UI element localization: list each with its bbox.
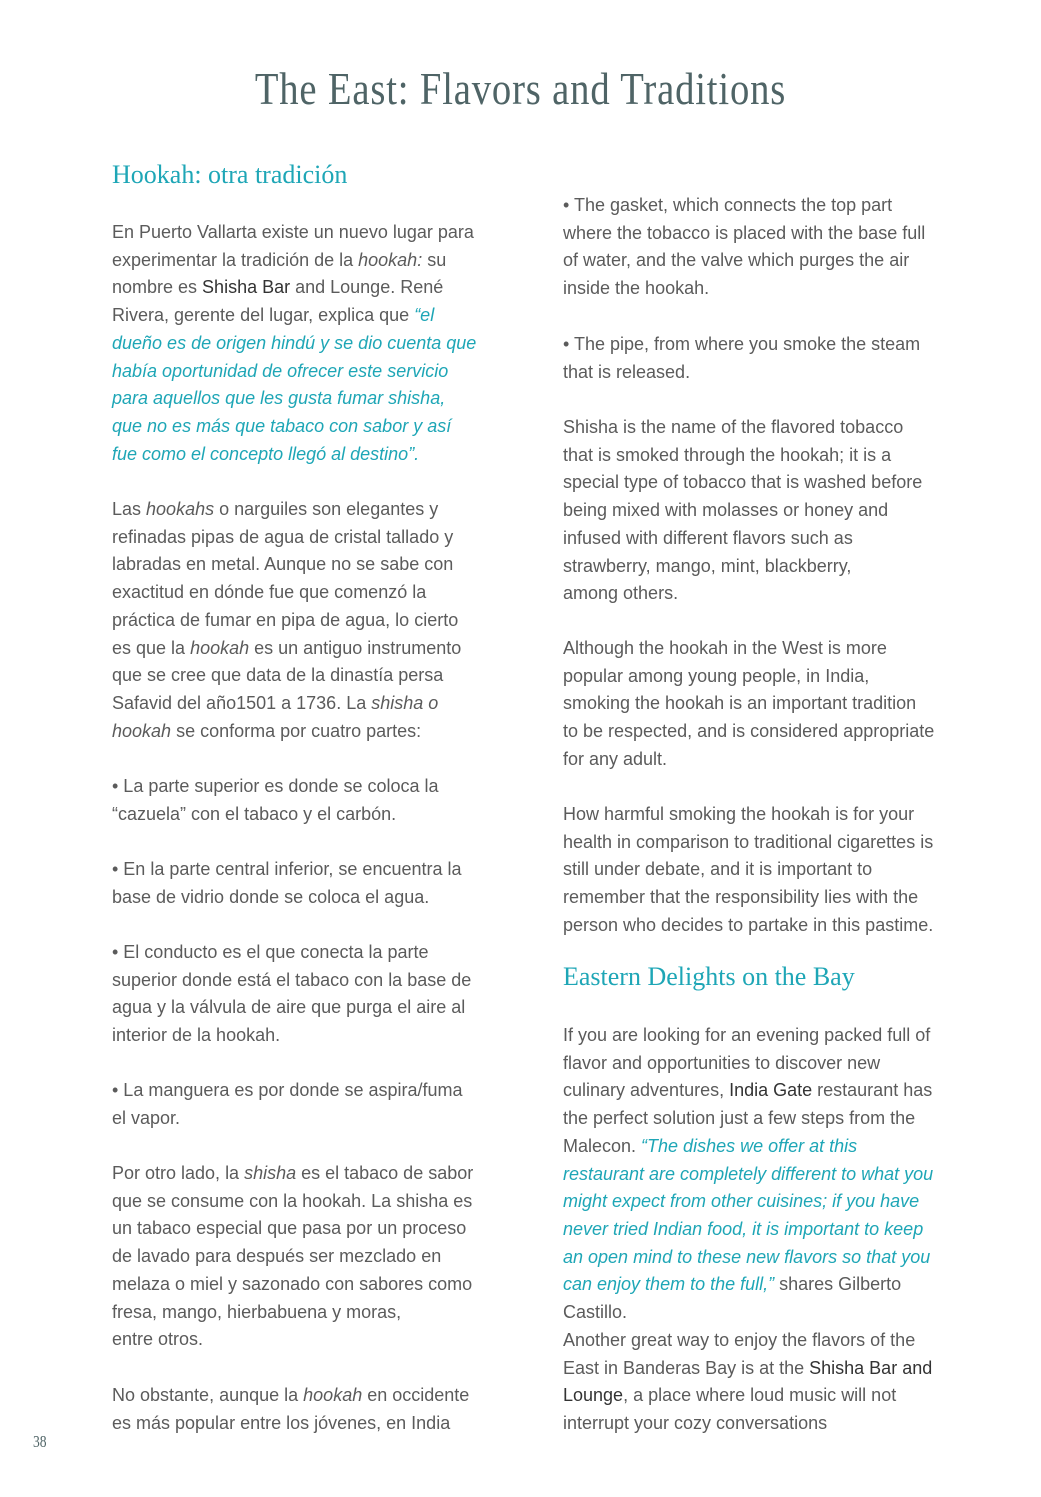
paragraph-hookahs: Las hookahs o narguiles son elegantes y refinadas pipas de agua de cristal tallado y labradas en metal. Aunque no se sabe con exactitud en dónde fue que comenzó la práctica de fumar en pipa de agua, lo cierto es que la hookah es un antiguo instrumento que se cree que data de la dinastía persa Safavid del año1501 a 1736. La shisha o hookah se conforma por cuatro partes: (112, 499, 462, 741)
page-number: 38 (33, 1432, 47, 1451)
paragraph-intro: En Puerto Vallarta existe un nuevo lugar para experimentar la tradición de la hookah: su nombre es Shisha Bar and Lounge. René Rivera, gerente del lugar, explica que “el dueño es de origen hindú y se dio cuenta que había oportunidad de ofrecer este servicio para aquellos que les gusta fumar shisha, que no es más que tabaco con sabor y así fue como el concepto llegó al destino”. (112, 222, 477, 464)
paragraph-india-gate: If you are looking for an evening packed full of flavor and opportunities to discover new culinary adventures, India Gate restaurant has the perfect solution just a few steps from the Malecon. “The dishes we offer at this restaurant are completely different to what you might expect from other cuisines; if you have never tried Indian food, it is important to keep an open mind to these new flavors so that you can enjoy them to the full,” shares Gilberto Castillo. (563, 1025, 934, 1323)
paragraph-shisha-es: Por otro lado, la shisha es el tabaco de sabor que se consume con la hookah. La shisha es un tabaco especial que pasa por un proceso de lavado para después ser mezclado en melaza o miel y sazonado con sabores como fresa, mango, hierbabuena y moras, entre otros. (112, 1163, 474, 1350)
bullet-parte-superior: • La parte superior es donde se coloca la “cazuela” con el tabaco y el carbón. (112, 776, 439, 824)
bullet-parte-central: • En la parte central inferior, se encuentra la base de vidrio donde se coloca el agua. (112, 859, 462, 907)
bullet-pipe: • The pipe, from where you smoke the steam that is released. (563, 334, 921, 382)
bullet-conducto: • El conducto es el que conecta la parte superior donde está el tabaco con la base de agua y la válvula de aire que purga el aire al interior de la hookah. (112, 942, 472, 1046)
bullet-gasket: • The gasket, which connects the top part where the tobacco is placed with the base full of water, and the valve which purges the air inside the hookah. (563, 195, 926, 299)
page-title: The East: Flavors and Traditions (254, 63, 787, 114)
section-heading-eastern-delights: Eastern Delights on the Bay (563, 962, 855, 991)
paragraph-hookah-west: Although the hookah in the West is more popular among young people, in India, smoking the hookah is an important tradition to be respected, and is considered appropriate for any adult. (563, 638, 935, 769)
section-heading-hookah: Hookah: otra tradición (112, 160, 348, 189)
paragraph-shisha-bar: Another great way to enjoy the flavors of the East in Banderas Bay is at the Shisha Bar and Lounge, a place where loud music will not interrupt your cozy conversations (563, 1330, 933, 1434)
india-gate-name: India Gate (729, 1080, 813, 1101)
shisha-bar-name: Shisha Bar (202, 277, 291, 298)
shisha-bar-lounge-name: Shisha Bar and Lounge (563, 1357, 933, 1406)
quote-gilberto-castillo: “The dishes we offer at this restaurant are completely different to what you might expect from other cuisines; if you have never tried Indian food, it is important to keep an open mind to these new flavors so that you can enjoy them to the full,” (563, 1135, 934, 1295)
paragraph-harmful: How harmful smoking the hookah is for your health in comparison to traditional cigarettes is still under debate, and it is important to remember that the responsibility lies with the person who decides to partake in this pastime. (563, 804, 934, 935)
quote-rene-rivera: “el dueño es de origen hindú y se dio cuenta que había oportunidad de ofrecer este servicio para aquellos que les gusta fumar shisha, que no es más que tabaco con sabor y así fue como el concepto llegó al destino”. (112, 305, 477, 464)
paragraph-no-obstante: No obstante, aunque la hookah en occidente es más popular entre los jóvenes, en India (112, 1385, 470, 1433)
paragraph-shisha-name: Shisha is the name of the flavored tobacco that is smoked through the hookah; it is a special type of tobacco that is washed before being mixed with molasses or honey and infused with different flavors such as strawberry, mango, mint, blackberry, among others. (563, 417, 923, 604)
bullet-manguera: • La manguera es por donde se aspira/fuma el vapor. (112, 1080, 463, 1128)
